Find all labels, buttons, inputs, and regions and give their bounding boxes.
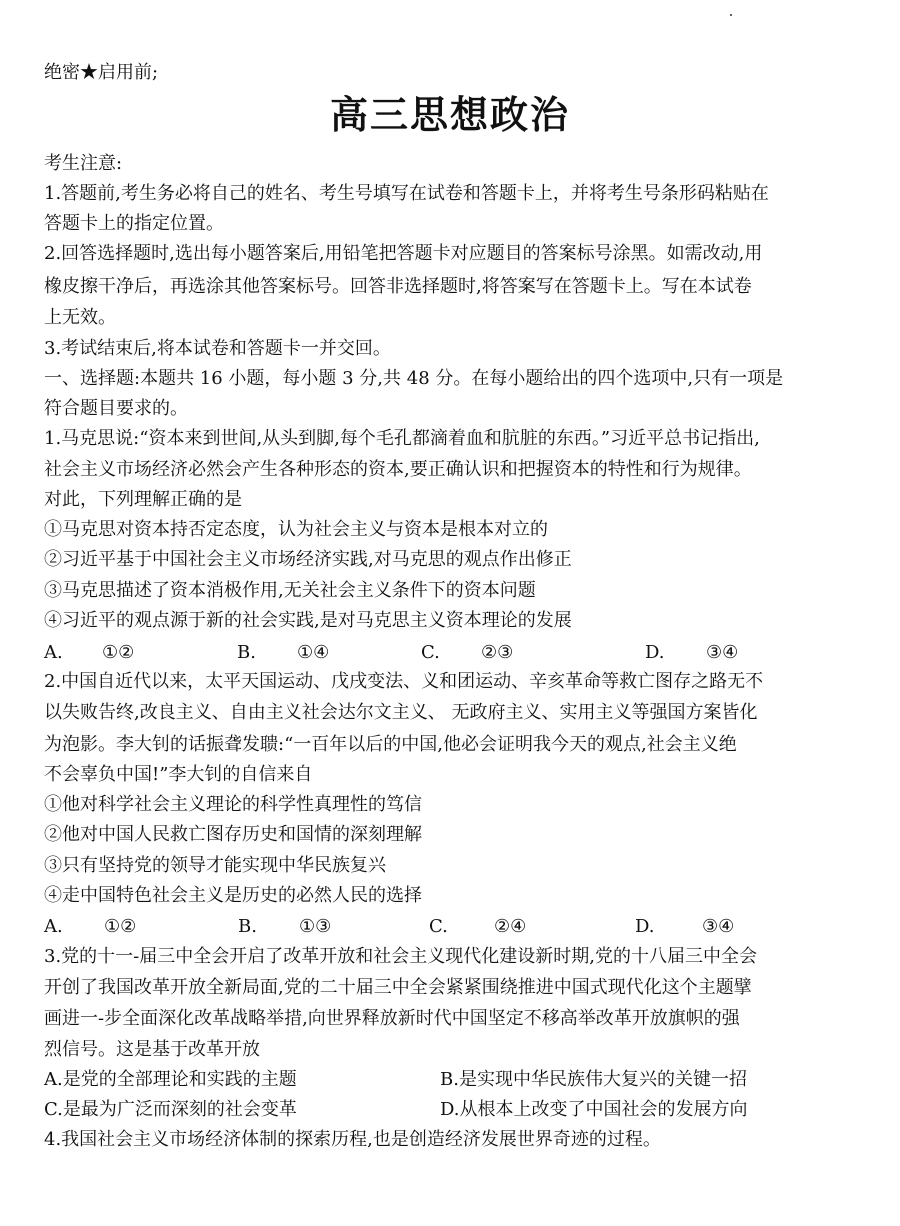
q1-stem-line-2: 社会主义市场经济必然会产生各种形态的资本,要正确认识和把握资本的特性和行为规律。 xyxy=(44,459,752,480)
q2-option-b-letter: B. xyxy=(238,916,257,937)
q3-stem-line-3: 画进一-步全面深化改革战略举措,向世界释放新时代中国坚定不移高举改革开放旗帜的强 xyxy=(44,1008,740,1029)
q1-statement-4: ④习近平的观点源于新的社会实践,是对马克思主义资本理论的发展 xyxy=(44,610,572,631)
q1-option-b-letter: B. xyxy=(237,642,256,663)
q2-stem-line-1: 2.中国自近代以来，太平天国运动、戊戌变法、义和团运动、辛亥革命等救亡图存之路无不 xyxy=(44,671,764,692)
q4-stem-line-1: 4.我国社会主义市场经济体制的探索历程,也是创造经济发展世界奇迹的过程。 xyxy=(44,1129,661,1150)
q2-option-d-letter: D. xyxy=(635,916,655,937)
notice-item-2-line-2: 橡皮擦干净后，再选涂其他答案标号。回答非选择题时,将答案写在答题卡上。写在本试卷 xyxy=(44,276,752,297)
q3-option-b: B.是实现中华民族伟大复兴的关键一招 xyxy=(440,1069,747,1090)
q1-statement-3: ③马克思描述了资本消极作用,无关社会主义条件下的资本问题 xyxy=(44,580,536,601)
q1-statement-2: ②习近平基于中国社会主义市场经济实践,对马克思的观点作出修正 xyxy=(44,549,572,570)
q1-option-a-text: ①② xyxy=(102,642,135,663)
q2-option-c-text: ②④ xyxy=(494,916,527,937)
q1-option-a-letter: A. xyxy=(44,642,63,663)
q3-stem-line-2: 开创了我国改革开放全新局面,党的二十届三中全会紧紧围绕推进中国式现代化这个主题擘 xyxy=(44,977,752,998)
q2-stem-line-2: 以失败告终,改良主义、自由主义社会达尔文主义、 无政府主义、实用主义等强国方案皆化 xyxy=(44,702,758,723)
q2-statement-1: ①他对科学社会主义理论的科学性真理性的笃信 xyxy=(44,794,422,815)
section-1-line-2: 符合题目要求的。 xyxy=(44,398,188,419)
notice-item-1-line-2: 答题卡上的指定位置。 xyxy=(44,213,224,234)
section-1-line-1: 一、选择题:本题共 16 小题，每小题 3 分,共 48 分。在每小题给出的四个选项中,只有一项是 xyxy=(44,368,784,389)
notice-item-1-line-1: 1.答题前,考生务必将自己的姓名、考生号填写在试卷和答题卡上，并将考生号条形码粘贴在 xyxy=(44,183,769,204)
q2-statement-2: ②他对中国人民救亡图存历史和国情的深刻理解 xyxy=(44,824,422,845)
q1-option-d-letter: D. xyxy=(645,642,665,663)
page-title: 高三思想政治 xyxy=(329,93,570,137)
q2-option-a-text: ①② xyxy=(104,916,137,937)
scan-speck xyxy=(730,14,732,16)
q2-option-d-text: ③④ xyxy=(702,916,735,937)
q1-statement-1: ①马克思对资本持否定态度，认为社会主义与资本是根本对立的 xyxy=(44,519,548,540)
q2-stem-line-4: 不会辜负中国!”李大钊的自信来自 xyxy=(44,764,313,785)
q3-stem-line-4: 烈信号。这是基于改革开放 xyxy=(44,1039,260,1060)
q2-statement-4: ④走中国特色社会主义是历史的必然人民的选择 xyxy=(44,885,422,906)
q1-stem-line-3: 对此，下列理解正确的是 xyxy=(44,489,242,510)
notice-item-2-line-3: 上无效。 xyxy=(44,307,116,328)
q1-option-c-letter: C. xyxy=(421,642,440,663)
q2-option-c-letter: C. xyxy=(429,916,448,937)
q2-option-b-text: ①③ xyxy=(299,916,332,937)
q1-option-b-text: ①④ xyxy=(297,642,330,663)
notice-item-2-line-1: 2.回答选择题时,选出每小题答案后,用铅笔把答题卡对应题目的答案标号涂黑。如需改动,用 xyxy=(44,243,763,264)
notice-heading: 考生注意: xyxy=(44,153,123,174)
q2-stem-line-3: 为泡影。李大钊的话振聋发聩:“一百年以后的中国,他必会证明我今天的观点,社会主义绝 xyxy=(44,734,737,755)
q2-option-a-letter: A. xyxy=(44,916,63,937)
q1-stem-line-1: 1.马克思说:“资本来到世间,从头到脚,每个毛孔都滴着血和肮脏的东西。”习近平总书记指出, xyxy=(44,428,760,449)
q1-option-d-text: ③④ xyxy=(706,642,739,663)
q3-option-d: D.从根本上改变了中国社会的发展方向 xyxy=(440,1099,748,1120)
q3-option-a: A.是党的全部理论和实践的主题 xyxy=(44,1069,297,1090)
q1-option-c-text: ②③ xyxy=(481,642,514,663)
notice-item-3: 3.考试结束后,将本试卷和答题卡一并交回。 xyxy=(44,338,391,359)
q3-stem-line-1: 3.党的十一-届三中全会开启了改革开放和社会主义现代化建设新时期,党的十八届三中全会 xyxy=(44,946,757,967)
q3-option-c: C.是最为广泛而深刻的社会变革 xyxy=(44,1099,297,1120)
confidential-mark: 绝密★启用前; xyxy=(44,62,159,83)
q2-statement-3: ③只有坚持党的领导才能实现中华民族复兴 xyxy=(44,855,386,876)
